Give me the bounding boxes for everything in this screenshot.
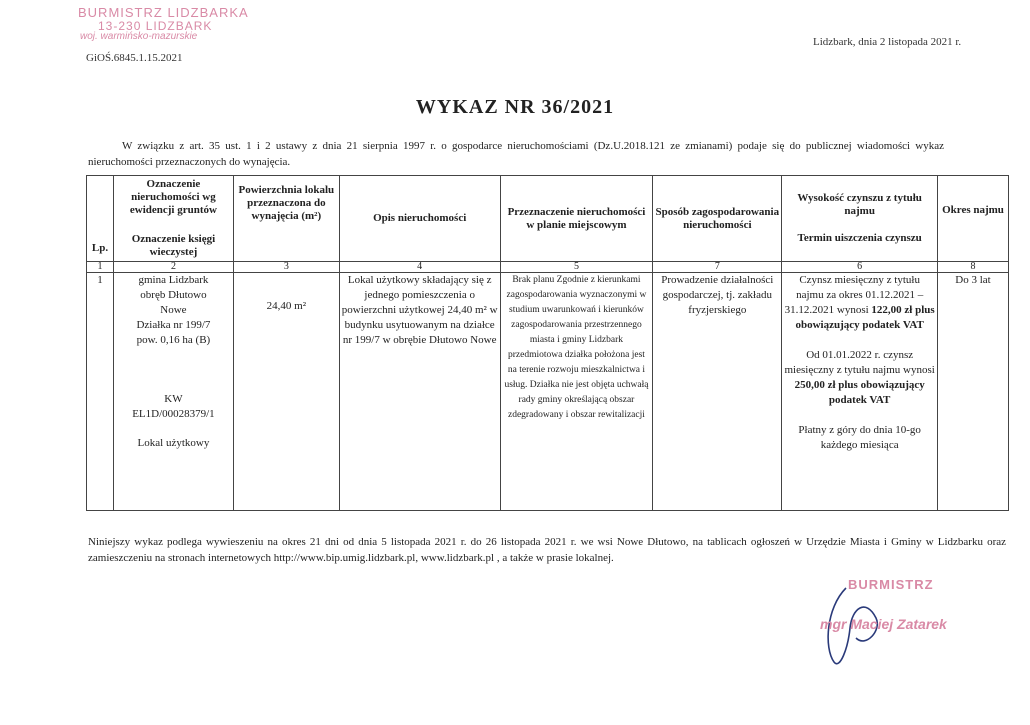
row-purpose: Brak planu Zgodnie z kierunkami zagospodarowania wyznaczonymi w studium uwarunkowań i kierunków zagospodarowania przestrzennego miasta i gminy Lidzbark przedmiotowa działka położona jest na terenie rozwoju mieszkalnictwa i usług. Działka nie jest objęta uchwałą rady gminy określającą obszar zdegradowany i obszar rewitalizacji [500,273,653,511]
land-line-1: gmina Lidzbark [138,274,209,286]
land-kw-number: EL1D/00028379/1 [132,408,215,420]
land-line-2: obręb Dłutowo [140,289,207,301]
reference-number: GiOŚ.6845.1.15.2021 [86,52,183,64]
land-premises-type: Lokal użytkowy [137,437,210,449]
document-date: Lidzbark, dnia 2 listopada 2021 r. [813,36,962,48]
header-usage: Sposób zagospodarowania nieruchomości [653,176,782,262]
header-purpose: Przeznaczenie nieruchomości w planie miejscowym [500,176,653,262]
intro-paragraph: W związku z art. 35 ust. 1 i 2 ustawy z dnia 21 sierpnia 1997 r. o gospodarce nieruchomościami (Dz.U.2018.121 ze zmianami) podaje się do publicznej wiadomości wykaz nieruchomości przeznaczonych do wynajęcia. [88,140,944,168]
stamp-line-1: BURMISTRZ LIDZBARKA [78,5,249,20]
header-land-register [113,176,233,262]
row-description: Lokal użytkowy składający się z jednego pomieszczenia o powierzchni użytkowej 24,40 m² w budynku usytuowanym na działce nr 199/7 w obrębie Dłutowo Nowe [339,273,500,511]
header-description: Opis nieruchomości [339,176,500,262]
col-number: 1 [87,262,114,273]
col-number: 2 [113,262,233,273]
column-numbers-row [87,262,1009,273]
table-row [87,273,1009,511]
header-land-register-a: Oznaczenie nieruchomości wg ewidencji gruntów [129,178,217,216]
row-land-register [113,273,233,511]
land-line-3: Nowe [160,304,187,316]
rent-period-2-amount: 250,00 zł plus obowiązujący podatek VAT [794,379,925,406]
land-line-5: pow. 0,16 ha (B) [136,334,211,346]
rent-period-2 [784,348,935,408]
col-number: 8 [938,262,1009,273]
signature-title: BURMISTRZ [848,577,934,592]
row-lp: 1 [87,273,114,511]
rent-period-1 [784,273,935,333]
row-usage: Prowadzenie działalności gospodarczej, tj. zakładu fryzjerskiego [653,273,782,511]
header-lp: Lp. [87,176,114,262]
header-period: Okres najmu [938,176,1009,262]
stamp-line-3: woj. warmińsko-mazurskie [80,31,198,43]
row-area: 24,40 m² [233,273,339,511]
row-period: Do 3 lat [938,273,1009,511]
row-rent [782,273,938,511]
header-rent-b: Termin uiszczenia czynszu [797,232,922,244]
col-number: 3 [233,262,339,273]
header-row [87,176,1009,262]
header-rent-a: Wysokość czynszu z tytułu najmu [797,192,922,217]
col-number: 5 [500,262,653,273]
rent-payment-terms: Płatny z góry do dnia 10-go każdego miesiąca [798,424,921,451]
col-number: 7 [653,262,782,273]
land-kw-label: KW [164,393,183,405]
property-table [86,175,1009,511]
office-stamp [78,6,249,43]
col-number: 4 [339,262,500,273]
header-area: Powierzchnia lokalu przeznaczona do wynajęcia (m²) [233,176,339,262]
signature-name: mgr Maciej Zatarek [820,616,947,632]
header-land-register-b: Oznaczenie księgi wieczystej [131,233,216,258]
header-rent [782,176,938,262]
footer-paragraph: Niniejszy wykaz podlega wywieszeniu na okres 21 dni od dnia 5 listopada 2021 r. do 26 listopada 2021 r. we wsi Nowe Dłutowo, na tablicach ogłoszeń w Urzędzie Miasta i Gminy w Lidzbarku oraz zamieszczeniu na stronach internetowych http://www.bip.umig.lidzbark.pl, www.lidzbark.pl , a także w prasie lokalnej. [88,536,1006,564]
rent-period-1-text: Czynsz miesięczny z tytułu najmu za okres 01.12.2021 – 31.12.2021 wynosi [784,274,924,316]
stamp-line-2: 13-230 LIDZBARK [98,18,213,33]
col-number: 6 [782,262,938,273]
document-title: WYKAZ NR 36/2021 [415,96,615,118]
rent-period-2-text: Od 01.01.2022 r. czynsz miesięczny z tytułu najmu wynosi [784,349,935,376]
rent-period-1-amount: 122,00 zł plus obowiązujący podatek VAT [795,304,935,331]
land-line-4: Działka nr 199/7 [136,319,211,331]
